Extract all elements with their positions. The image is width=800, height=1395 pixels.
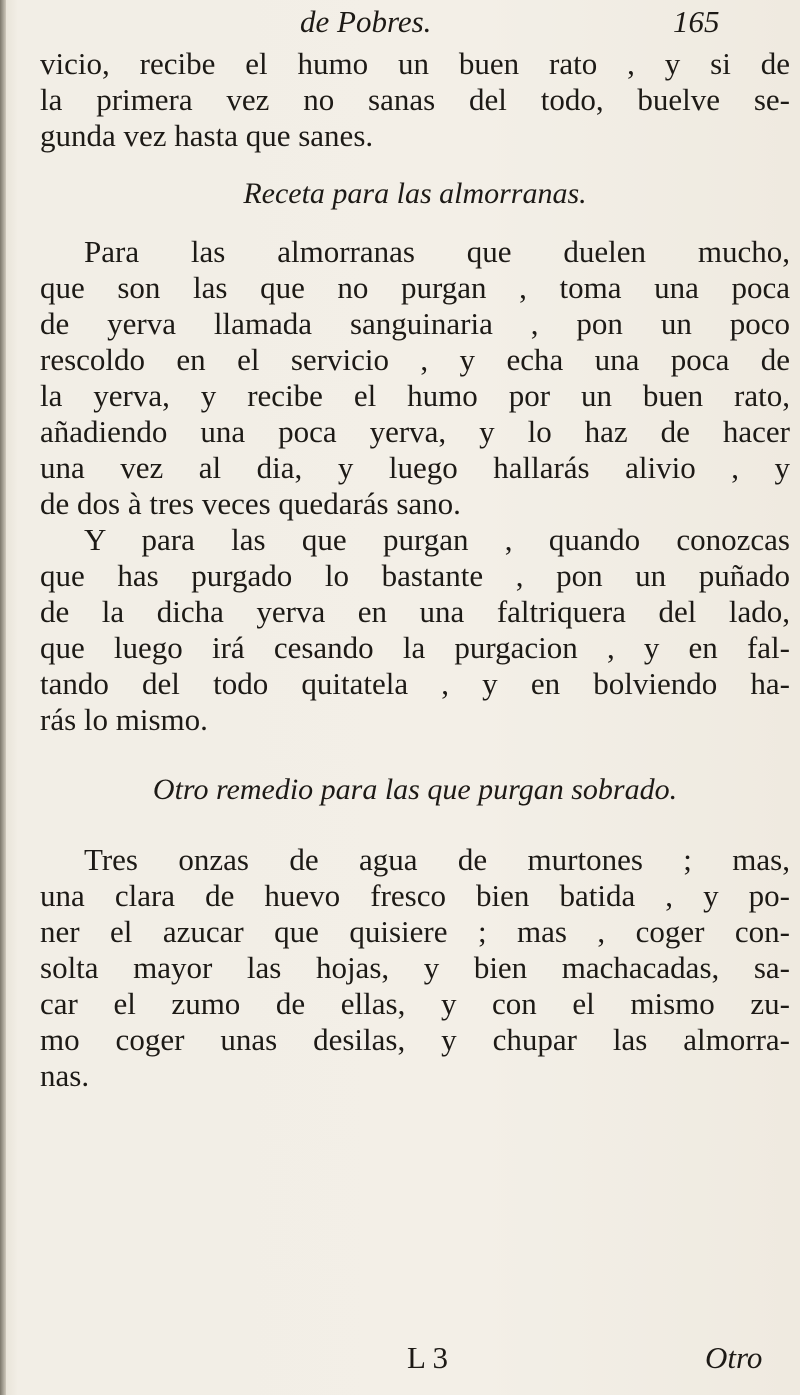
text-line: Para las almorranas que duelen mucho, xyxy=(84,234,790,269)
text-line: Tres onzas de agua de murtones ; mas, xyxy=(84,842,790,877)
text-line: rescoldo en el servicio , y echa una poca de xyxy=(40,342,790,377)
running-title: de Pobres. xyxy=(300,4,432,39)
text-line: Y para las que purgan , quando conozcas xyxy=(84,522,790,557)
text-line: la yerva, y recibe el humo por un buen rato, xyxy=(40,378,790,413)
text-line: tando del todo quitatela , y en bolviendo ha- xyxy=(40,666,790,701)
text-line: que luego irá cesando la purgacion , y en fal- xyxy=(40,630,790,665)
text-line: que has purgado lo bastante , pon un puñado xyxy=(40,558,790,593)
text-line: de dos à tres veces quedarás sano. xyxy=(40,486,461,521)
section-heading-otro-remedio: Otro remedio para las que purgan sobrado. xyxy=(152,773,678,806)
text-line: vicio, recibe el humo un buen rato , y si de xyxy=(40,46,790,81)
text-line: que son las que no purgan , toma una poca xyxy=(40,270,790,305)
text-line: nas. xyxy=(40,1058,90,1093)
page-number: 165 xyxy=(673,4,720,39)
page-gutter-edge xyxy=(0,0,6,1395)
text-line: una clara de huevo fresco bien batida , y po- xyxy=(40,878,790,913)
text-line: la primera vez no sanas del todo, buelve se- xyxy=(40,82,790,117)
page-footer xyxy=(0,1340,800,1380)
text-line: car el zumo de ellas, y con el mismo zu- xyxy=(40,986,790,1021)
section-heading-receta: Receta para las almorranas. xyxy=(243,177,587,210)
text-line: rás lo mismo. xyxy=(40,702,208,737)
text-line: de la dicha yerva en una faltriquera del lado, xyxy=(40,594,790,629)
text-line: mo coger unas desilas, y chupar las almorra- xyxy=(40,1022,790,1057)
text-line: solta mayor las hojas, y bien machacadas, sa- xyxy=(40,950,790,985)
catchword: Otro xyxy=(705,1340,763,1375)
text-line: ner el azucar que quisiere ; mas , coger con- xyxy=(40,914,790,949)
page-header xyxy=(0,4,800,44)
page-text xyxy=(40,46,790,1094)
text-line: gunda vez hasta que sanes. xyxy=(40,118,374,153)
text-line: una vez al dia, y luego hallarás alivio , y xyxy=(40,450,790,485)
text-line: añadiendo una poca yerva, y lo haz de hacer xyxy=(40,414,790,449)
signature-mark: L 3 xyxy=(407,1340,449,1375)
text-line: de yerva llamada sanguinaria , pon un poco xyxy=(40,306,790,341)
